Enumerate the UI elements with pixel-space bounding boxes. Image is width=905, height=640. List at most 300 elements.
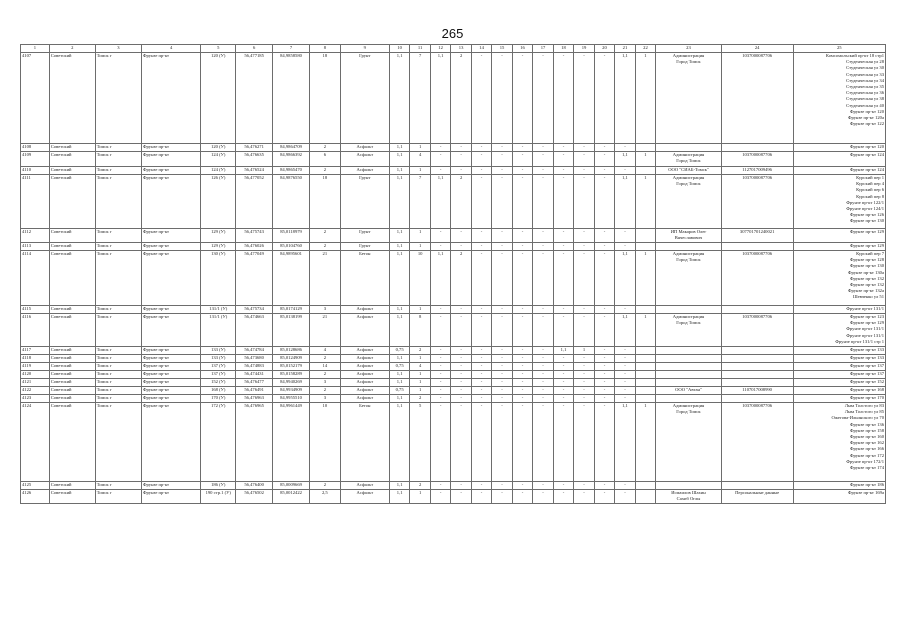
cell-col-7: 84,9864709: [273, 144, 310, 152]
cell-col-7: 84,9858580: [273, 53, 310, 144]
cell-col-10: 1,1: [389, 243, 409, 251]
cell-col-2: Советский: [49, 229, 95, 243]
cell-col-9: Асфальт: [340, 144, 389, 152]
cell-col-15: -: [492, 403, 512, 482]
cell-col-19: -: [574, 490, 594, 504]
cell-col-20: -: [594, 395, 614, 403]
cell-col-4: Фрунзе пр-кт: [141, 363, 200, 371]
address-line: Фрунзе пр-кт 122/1: [846, 199, 884, 205]
owner-line: Город Томск: [676, 257, 701, 263]
cell-col-18: -: [553, 363, 573, 371]
owner-line: Администрация: [672, 152, 705, 157]
table-row: [21, 363, 886, 371]
cell-col-11: 2: [410, 347, 430, 355]
cell-col-12: -: [430, 152, 450, 167]
address-line: Студенческая ул 33: [846, 71, 884, 77]
address-line: Фрунзе пр-кт 137: [849, 371, 884, 376]
cell-col-18: -: [553, 251, 573, 306]
cell-col-6: 56,474431: [236, 371, 273, 379]
cell-col-6: 56,476635: [236, 152, 273, 167]
address-line: Фрунзе пр-кт 133: [849, 347, 884, 352]
column-number-21: 21: [615, 45, 635, 53]
cell-col-6: 56,476524: [236, 167, 273, 175]
cell-col-19: -: [574, 482, 594, 490]
cell-col-4: Фрунзе пр-кт: [141, 251, 200, 306]
cell-col-11: 2: [410, 482, 430, 490]
cell-col-1: 4126: [21, 490, 50, 504]
cell-col-13: -: [451, 379, 471, 387]
cell-col-24: 1037000087706: [721, 314, 793, 347]
cell-col-13: -: [451, 363, 471, 371]
cell-col-11: 4: [410, 363, 430, 371]
cell-col-3: Томск г: [95, 229, 141, 243]
cell-col-13: 2: [451, 251, 471, 306]
cell-col-6: 56,476963: [236, 395, 273, 403]
cell-col-14: -: [471, 371, 491, 379]
cell-col-19: -: [574, 371, 594, 379]
cell-col-8: 18: [309, 53, 340, 144]
cell-col-3: Томск г: [95, 482, 141, 490]
cell-col-22: [635, 167, 655, 175]
cell-col-7: 84,9955510: [273, 395, 310, 403]
cell-col-20: -: [594, 306, 614, 314]
cell-col-18: -: [553, 306, 573, 314]
cell-col-12: -: [430, 306, 450, 314]
cell-col-7: 85,0009669: [273, 482, 310, 490]
cell-col-23: [656, 243, 722, 251]
cell-col-18: -: [553, 53, 573, 144]
cell-col-1: 4123: [21, 395, 50, 403]
cell-col-11: 1: [410, 306, 430, 314]
cell-col-24: 1037000087706: [721, 403, 793, 482]
owner-line: Администрация: [672, 251, 705, 256]
cell-col-16: -: [512, 363, 532, 371]
cell-col-16: -: [512, 395, 532, 403]
column-number-23: 23: [656, 45, 722, 53]
cell-col-23: [656, 482, 722, 490]
cell-col-19: -: [574, 175, 594, 229]
column-number-13: 13: [451, 45, 471, 53]
cell-col-14: -: [471, 53, 491, 144]
cell-col-9: Грунт: [340, 229, 389, 243]
cell-col-5: 137 (У): [201, 363, 236, 371]
cell-col-12: -: [430, 403, 450, 482]
cell-col-22: [635, 243, 655, 251]
address-line: Льва Толстого ул 85: [844, 409, 884, 415]
cell-col-20: -: [594, 347, 614, 355]
cell-col-17: -: [533, 53, 553, 144]
cell-col-25: [793, 53, 886, 144]
cell-col-25: [793, 167, 886, 175]
cell-col-17: -: [533, 482, 553, 490]
cell-col-15: -: [492, 306, 512, 314]
cell-col-24: [721, 355, 793, 363]
cell-col-24: [721, 395, 793, 403]
cell-col-18: -: [553, 379, 573, 387]
cell-col-14: -: [471, 379, 491, 387]
cell-col-9: Асфальт: [340, 371, 389, 379]
cell-col-3: Томск г: [95, 490, 141, 504]
cell-col-2: Советский: [49, 371, 95, 379]
cell-col-20: -: [594, 355, 614, 363]
cell-col-11: 1: [410, 371, 430, 379]
cell-col-4: Фрунзе пр-кт: [141, 314, 200, 347]
cell-col-10: 1,1: [389, 403, 409, 482]
cell-col-13: -: [451, 167, 471, 175]
cell-col-22: 1: [635, 251, 655, 306]
cell-col-18: -: [553, 387, 573, 395]
cell-col-15: -: [492, 229, 512, 243]
address-line: Курский пер 7: [856, 251, 884, 256]
cell-col-17: -: [533, 251, 553, 306]
address-line: Фрунзе пр-кт 186: [849, 482, 884, 487]
cell-col-10: 1,1: [389, 395, 409, 403]
cell-col-12: -: [430, 167, 450, 175]
cell-col-22: [635, 229, 655, 243]
address-line: Курский пер 4: [856, 181, 884, 187]
address-line: Фрунзе пр-кт 130: [849, 263, 884, 269]
cell-col-10: 1,1: [389, 144, 409, 152]
cell-col-3: Томск г: [95, 144, 141, 152]
address-line: Фрунзе пр-кт 158: [849, 427, 884, 433]
cell-col-22: [635, 395, 655, 403]
cell-col-12: -: [430, 482, 450, 490]
cell-col-8: 2: [309, 482, 340, 490]
cell-col-23: [656, 229, 722, 243]
owner-line: Город Томск: [676, 409, 701, 415]
cell-col-11: 10: [410, 251, 430, 306]
owner-line: Город Томск: [676, 59, 701, 65]
column-number-5: 5: [201, 45, 236, 53]
cell-col-16: -: [512, 229, 532, 243]
cell-col-1: 4112: [21, 229, 50, 243]
cell-col-12: -: [430, 347, 450, 355]
address-line: Фрунзе пр-кт 123: [849, 314, 884, 319]
cell-col-22: 1: [635, 175, 655, 229]
cell-col-4: Фрунзе пр-кт: [141, 152, 200, 167]
cell-col-7: 85,0104760: [273, 243, 310, 251]
cell-col-10: 1,1: [389, 482, 409, 490]
cell-col-8: 2: [309, 229, 340, 243]
cell-col-14: -: [471, 490, 491, 504]
cell-col-22: [635, 144, 655, 152]
cell-col-25: [793, 403, 886, 482]
cell-col-10: 1,1: [389, 355, 409, 363]
cell-col-20: -: [594, 490, 614, 504]
cell-col-2: Советский: [49, 152, 95, 167]
cell-col-7: 85,0174129: [273, 306, 310, 314]
header-row: [21, 45, 886, 53]
table-row: [21, 355, 886, 363]
cell-col-25: [793, 306, 886, 314]
cell-col-1: 4116: [21, 314, 50, 347]
cell-col-6: 56,474663: [236, 314, 273, 347]
column-number-25: 25: [793, 45, 886, 53]
cell-col-18: -: [553, 355, 573, 363]
address-line: Фрунзе пр-кт 130: [849, 218, 884, 224]
cell-col-17: -: [533, 403, 553, 482]
cell-col-17: -: [533, 314, 553, 347]
cell-col-9: Грунт: [340, 243, 389, 251]
cell-col-1: 4118: [21, 355, 50, 363]
cell-col-1: 4110: [21, 167, 50, 175]
cell-col-9: Асфальт: [340, 314, 389, 347]
cell-col-12: -: [430, 229, 450, 243]
cell-col-8: 2: [309, 243, 340, 251]
cell-col-13: -: [451, 229, 471, 243]
cell-col-13: -: [451, 482, 471, 490]
cell-col-19: -: [574, 314, 594, 347]
cell-col-24: [721, 347, 793, 355]
cell-col-1: 4122: [21, 387, 50, 395]
cell-col-21: 1,1: [615, 251, 635, 306]
cell-col-24: Персональные данные: [721, 490, 793, 504]
cell-col-7: 84,9895601: [273, 251, 310, 306]
cell-col-3: Томск г: [95, 363, 141, 371]
cell-col-22: [635, 306, 655, 314]
cell-col-8: 2: [309, 144, 340, 152]
cell-col-9: Асфальт: [340, 347, 389, 355]
address-line: Фрунзе пр-кт 133: [849, 355, 884, 360]
cell-col-20: -: [594, 144, 614, 152]
column-number-2: 2: [49, 45, 95, 53]
cell-col-15: -: [492, 363, 512, 371]
cell-col-11: 1: [410, 490, 430, 504]
cell-col-18: -: [553, 243, 573, 251]
cell-col-3: Томск г: [95, 53, 141, 144]
cell-col-13: -: [451, 490, 471, 504]
table-row: [21, 371, 886, 379]
address-line: Фрунзе пр-кт 160: [849, 434, 884, 440]
cell-col-25: [793, 355, 886, 363]
address-line: Шевченко ул 51: [852, 294, 884, 300]
column-number-12: 12: [430, 45, 450, 53]
cell-col-8: 2: [309, 387, 340, 395]
cell-col-6: 56,477049: [236, 251, 273, 306]
cell-col-24: [721, 144, 793, 152]
cell-col-20: -: [594, 229, 614, 243]
cell-col-21: -: [615, 395, 635, 403]
cell-col-11: 7: [410, 175, 430, 229]
cell-col-11: 1: [410, 243, 430, 251]
cell-col-15: -: [492, 482, 512, 490]
cell-col-23: [656, 387, 722, 395]
table-row: [21, 53, 886, 144]
cell-col-17: -: [533, 490, 553, 504]
cell-col-16: -: [512, 53, 532, 144]
cell-col-8: 2: [309, 371, 340, 379]
table-row: [21, 395, 886, 403]
cell-col-21: 1,1: [615, 152, 635, 167]
cell-col-23: [656, 306, 722, 314]
address-line: Курский пер 1: [856, 175, 884, 180]
address-line: Курский пер 6: [856, 187, 884, 193]
table-row: [21, 229, 886, 243]
cell-col-3: Томск г: [95, 175, 141, 229]
cell-col-4: Фрунзе пр-кт: [141, 387, 200, 395]
cell-col-24: 1037000087706: [721, 53, 793, 144]
table-row: [21, 251, 886, 306]
cell-col-13: -: [451, 314, 471, 347]
cell-col-9: Асфальт: [340, 482, 389, 490]
column-number-22: 22: [635, 45, 655, 53]
owner-line: Сахиб Оглы: [676, 496, 701, 502]
cell-col-8: 4: [309, 347, 340, 355]
cell-col-18: -: [553, 152, 573, 167]
cell-col-6: 56,476965: [236, 403, 273, 482]
cell-col-3: Томск г: [95, 314, 141, 347]
cell-col-10: 1,1: [389, 371, 409, 379]
cell-col-6: 56,476491: [236, 387, 273, 395]
cell-col-8: 2: [309, 167, 340, 175]
cell-col-20: -: [594, 387, 614, 395]
cell-col-15: -: [492, 53, 512, 144]
address-line: Фрунзе пр-кт 137: [849, 363, 884, 368]
cell-col-2: Советский: [49, 251, 95, 306]
cell-col-23: [656, 251, 722, 306]
cell-col-20: -: [594, 175, 614, 229]
cell-col-20: -: [594, 243, 614, 251]
cell-col-22: [635, 387, 655, 395]
cell-col-6: 56,475743: [236, 229, 273, 243]
cell-col-12: 1,1: [430, 53, 450, 144]
cell-col-15: -: [492, 347, 512, 355]
cell-col-5: 168 (У): [201, 387, 236, 395]
cell-col-10: 1,1: [389, 490, 409, 504]
address-line: Фрунзе пр-кт 131/1 стр 1: [835, 338, 884, 344]
cell-col-8: 10: [309, 403, 340, 482]
cell-col-7: 84,9961449: [273, 403, 310, 482]
cell-col-24: 307701701240021: [721, 229, 793, 243]
owner-line: ИП Макаров Олег: [670, 229, 707, 234]
cell-col-3: Томск г: [95, 251, 141, 306]
cell-col-3: Томск г: [95, 395, 141, 403]
cell-col-17: -: [533, 152, 553, 167]
cell-col-23: [656, 347, 722, 355]
cell-col-1: 4114: [21, 251, 50, 306]
cell-col-2: Советский: [49, 144, 95, 152]
cell-col-12: -: [430, 355, 450, 363]
cell-col-3: Томск г: [95, 243, 141, 251]
address-line: Фрунзе пр-кт 128: [849, 257, 884, 263]
cell-col-12: 1,1: [430, 175, 450, 229]
cell-col-9: Асфальт: [340, 379, 389, 387]
address-line: Льва Толстого ул 83: [844, 403, 884, 408]
cell-col-15: -: [492, 251, 512, 306]
cell-col-14: -: [471, 229, 491, 243]
cell-col-9: Асфальт: [340, 355, 389, 363]
cell-col-24: 1037000087706: [721, 175, 793, 229]
address-line: Фрунзе пр-кт 120а: [847, 115, 884, 121]
cell-col-16: -: [512, 175, 532, 229]
cell-col-11: 1: [410, 167, 430, 175]
address-line: Студенческая ул 28: [846, 59, 884, 65]
cell-col-7: 84,9876550: [273, 175, 310, 229]
cell-col-14: -: [471, 403, 491, 482]
cell-col-4: Фрунзе пр-кт: [141, 243, 200, 251]
cell-col-19: -: [574, 379, 594, 387]
cell-col-2: Советский: [49, 53, 95, 144]
cell-col-6: 56,477052: [236, 175, 273, 229]
cell-col-13: -: [451, 403, 471, 482]
table-row: [21, 490, 886, 504]
cell-col-17: -: [533, 347, 553, 355]
cell-col-16: -: [512, 306, 532, 314]
cell-col-2: Советский: [49, 347, 95, 355]
cell-col-5: 129 (У): [201, 229, 236, 243]
address-line: Фрунзе пр-кт 166: [849, 446, 884, 452]
cell-col-25: [793, 363, 886, 371]
cell-col-19: -: [574, 152, 594, 167]
cell-col-5: 133 (У): [201, 355, 236, 363]
table-row: [21, 144, 886, 152]
cell-col-8: 3: [309, 395, 340, 403]
cell-col-5: 124 (У): [201, 167, 236, 175]
address-line: Фрунзе пр-кт 162: [849, 440, 884, 446]
cell-col-4: Фрунзе пр-кт: [141, 306, 200, 314]
cell-col-3: Томск г: [95, 403, 141, 482]
cell-col-16: -: [512, 403, 532, 482]
cell-col-14: -: [471, 175, 491, 229]
owner-line: Город Томск: [676, 181, 701, 187]
cell-col-1: 4124: [21, 403, 50, 482]
cell-col-17: -: [533, 363, 553, 371]
table-row: [21, 152, 886, 167]
cell-col-23: [656, 53, 722, 144]
address-line: Студенческая ул 34: [846, 77, 884, 83]
cell-col-23: [656, 175, 722, 229]
cell-col-24: 1127017009496: [721, 167, 793, 175]
cell-col-13: -: [451, 243, 471, 251]
cell-col-21: 1,1: [615, 53, 635, 144]
address-line: Студенческая ул 40: [846, 102, 884, 108]
owner-line: Администрация: [672, 175, 705, 180]
cell-col-5: 124 (У): [201, 152, 236, 167]
cell-col-15: -: [492, 387, 512, 395]
cell-col-4: Фрунзе пр-кт: [141, 482, 200, 490]
cell-col-8: 21: [309, 314, 340, 347]
cell-col-4: Фрунзе пр-кт: [141, 167, 200, 175]
cell-col-1: 4113: [21, 243, 50, 251]
address-line: Фрунзе пр-кт 120: [849, 144, 884, 149]
cell-col-20: -: [594, 152, 614, 167]
cell-col-24: 1037000087706: [721, 152, 793, 167]
cell-col-9: Грунт: [340, 53, 389, 144]
cell-col-17: -: [533, 379, 553, 387]
address-line: Фрунзе пр-кт 136: [849, 421, 884, 427]
cell-col-8: 18: [309, 175, 340, 229]
cell-col-5: 120 (У): [201, 144, 236, 152]
cell-col-18: -: [553, 482, 573, 490]
column-number-15: 15: [492, 45, 512, 53]
column-number-4: 4: [141, 45, 200, 53]
cell-col-3: Томск г: [95, 167, 141, 175]
cell-col-11: 1: [410, 229, 430, 243]
cell-col-2: Советский: [49, 363, 95, 371]
cell-col-13: -: [451, 371, 471, 379]
cell-col-11: 1: [410, 144, 430, 152]
address-line: Комсомольский пр-кт 18 стр1: [825, 53, 884, 58]
cell-col-15: -: [492, 152, 512, 167]
cell-col-1: 4119: [21, 363, 50, 371]
cell-col-1: 4120: [21, 371, 50, 379]
cell-col-25: [793, 395, 886, 403]
cell-col-16: -: [512, 379, 532, 387]
cell-col-7: 85,0152179: [273, 363, 310, 371]
cell-col-2: Советский: [49, 387, 95, 395]
cell-col-22: 1: [635, 314, 655, 347]
cell-col-14: -: [471, 395, 491, 403]
